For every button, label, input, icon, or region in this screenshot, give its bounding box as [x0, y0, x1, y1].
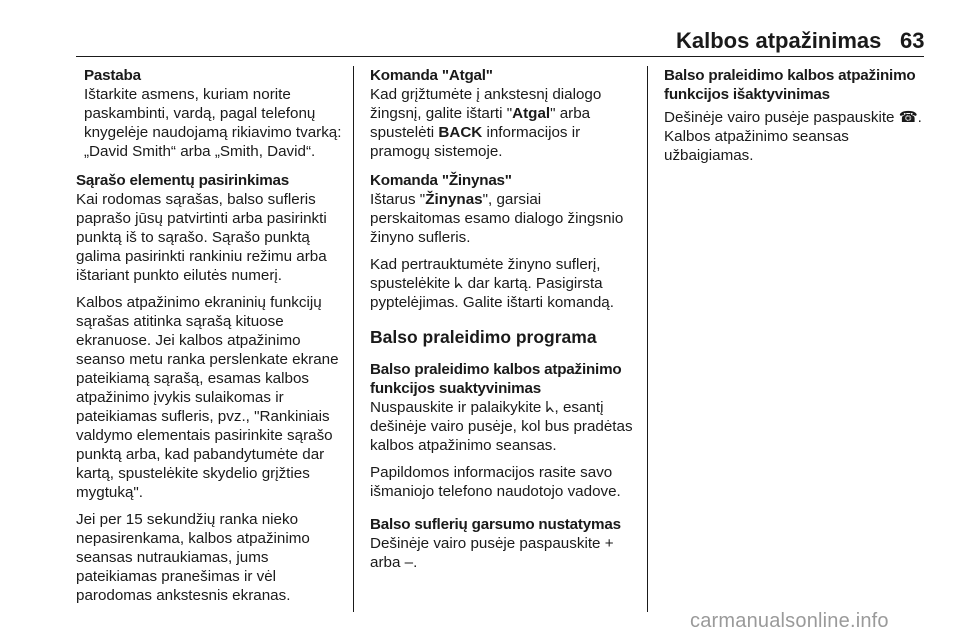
list-selection-paragraph-1: Kai rodomas sąrašas, balso sufleris paprašo jūsų patvirtinti arba pasirinkti punktą iš to sąrašo. Sąrašo punktą galima pasirinkti rankiniu režimu arba ištariant punkto eilutės numerį. [76, 191, 327, 284]
list-selection-paragraph-3: Jei per 15 sekundžių ranka nieko nepasirenkama, kalbos atpažinimo seansas nutraukiamas, jums pateikiamas pranešimas ir vėl parodomas ankstesnis ekranas. [76, 511, 310, 604]
column-2 [370, 66, 634, 572]
note-box [76, 66, 348, 161]
header-divider [76, 56, 924, 57]
activation-paragraph-2: Papildomos informacijos rasite savo išmaniojo telefono naudotojo vadove. [370, 464, 621, 500]
voice-command-icon: ᖾ [454, 275, 464, 292]
minus-icon: – [404, 554, 414, 571]
page-number: 63 [900, 28, 925, 53]
plus-icon: + [604, 535, 614, 552]
page-title: Kalbos atpažinimas [676, 28, 882, 53]
help-command-heading: Komanda "Žinynas" [370, 172, 512, 189]
back-keyword: BACK [438, 124, 483, 141]
note-text: Ištarkite asmens, kuriam norite paskambinti, vardą, pagal telefonų knygelėje naudojamą rikiavimo tvarką: „David Smith“ arba „Smith, David“. [84, 86, 342, 160]
hang-up-icon: ☎ [898, 109, 918, 126]
help-command-paragraph-2: Kad pertrauktumėte žinyno suflerį, spustelėkite ᖾ dar kartą. Pasigirsta pyptelėjimas. Galite ištarti komandą. [370, 256, 614, 311]
column-1 [76, 66, 348, 605]
zinynas-keyword: Žinynas [425, 191, 483, 208]
activation-paragraph-1: Nuspauskite ir palaikykite ᖾ, esantį dešinėje vairo pusėje, kol bus pradėtas kalbos atpažinimo seansas. [370, 399, 633, 454]
column-divider-2 [647, 66, 648, 612]
list-selection-paragraph-2: Kalbos atpažinimo ekraninių funkcijų sąrašas atitinka sąrašą kituose ekranuose. Jei kalbos atpažinimo seanso metu ranka perslenkate ekrane pateikiamą sąrašą, esamas kalbos atpažinimo įvykis sulaikomas ir pateikiamas sufleris, pvz., "Rankiniais valdymo elementais pasirinkite sąrašo punktą arba, kad pabandytumėte dar kartą, spustelėkite skydelio grįžties mygtuką". [76, 294, 339, 501]
volume-heading: Balso suflerių garsumo nustatymas [370, 516, 621, 533]
help-command-paragraph-1: Ištarus "Žinynas", garsiai perskaitomas esamo dialogo žingsnio žinyno sufleris. [370, 191, 624, 246]
voice-command-icon: ᖾ [545, 399, 555, 416]
back-command-paragraph: Kad grįžtumėte į ankstesnį dialogo žingsnį, galite ištarti "Atgal" arba spustelėti BACK informacijos ir pramogų sistemoje. [370, 86, 602, 160]
column-divider-1 [353, 66, 354, 612]
volume-paragraph: Dešinėje vairo pusėje paspauskite + arba –. [370, 535, 614, 571]
deactivation-heading: Balso praleidimo kalbos atpažinimo funkcijos išaktyvinimas [664, 67, 916, 103]
section-title: Balso praleidimo programa [370, 327, 597, 347]
activation-heading: Balso praleidimo kalbos atpažinimo funkcijos suaktyvinimas [370, 361, 622, 397]
list-selection-heading: Sąrašo elementų pasirinkimas [76, 172, 290, 189]
note-heading: Pastaba [84, 67, 141, 84]
atgal-keyword: Atgal [512, 105, 551, 122]
column-3 [664, 66, 926, 165]
deactivation-paragraph: Dešinėje vairo pusėje paspauskite ☎. Kalbos atpažinimo seansas užbaigiamas. [664, 109, 922, 164]
watermark-text: carmanualsonline.info [690, 610, 889, 632]
back-command-heading: Komanda "Atgal" [370, 67, 493, 84]
page-header [0, 0, 960, 58]
